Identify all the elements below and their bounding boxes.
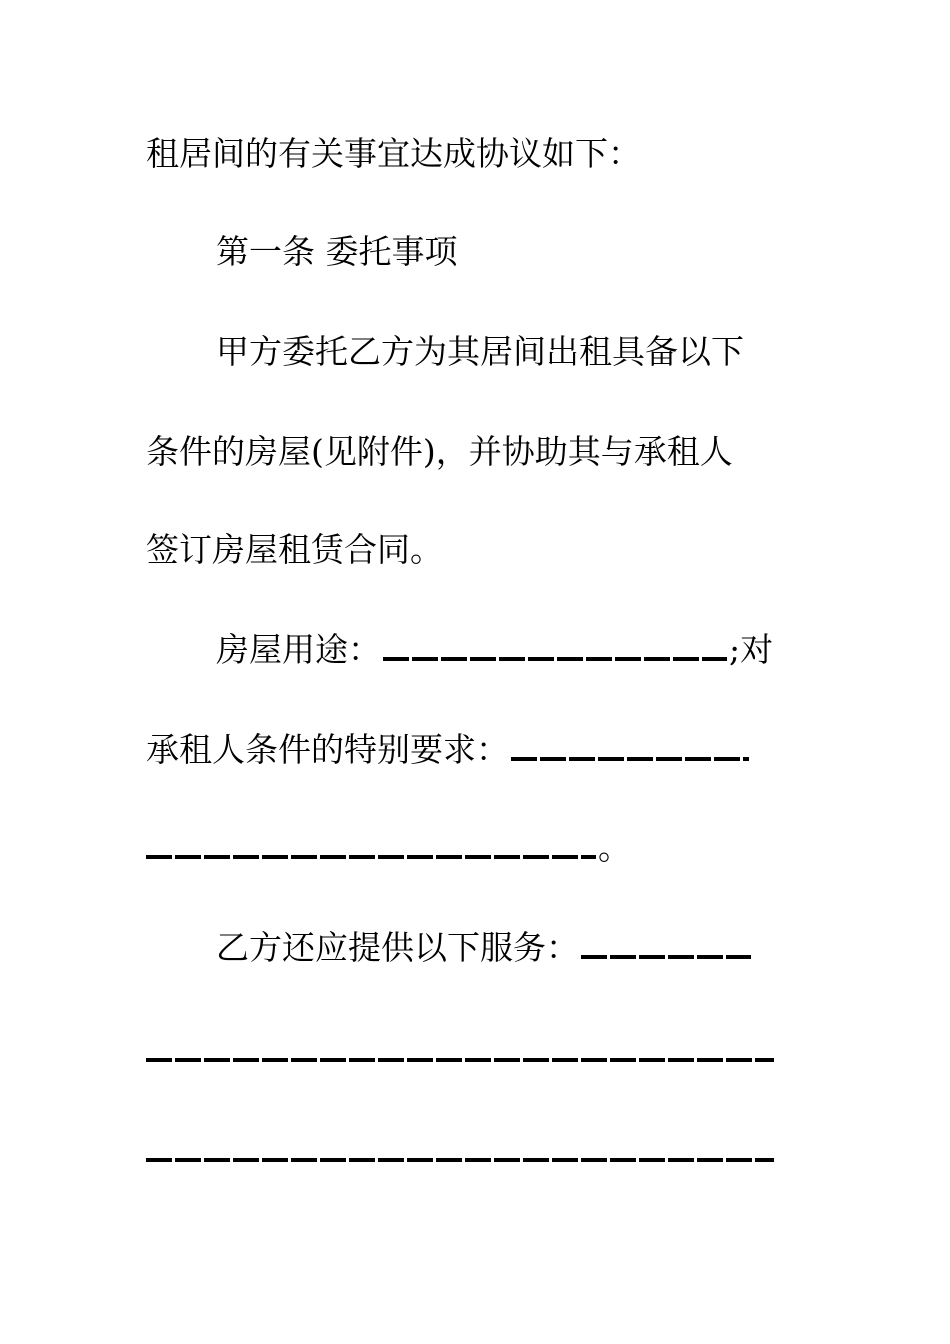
services-blank-line-1 <box>146 1058 774 1062</box>
requirements-label: 承租人条件的特别要求： <box>146 730 509 769</box>
services-blank-line-2 <box>146 1158 774 1162</box>
purpose-suffix: ;对 <box>729 630 774 669</box>
requirements-blank-cont <box>146 855 596 859</box>
article-title: 第一条 委托事项 <box>216 232 458 271</box>
text-line-purpose <box>216 626 876 674</box>
entrust-text-2: 条件的房屋(见附件)，并协助其与承租人 <box>146 432 733 471</box>
text-line-requirements <box>146 726 806 774</box>
text-line-entrust-3 <box>146 526 806 574</box>
text-line-services <box>216 924 876 972</box>
text-line-entrust-1 <box>216 328 876 376</box>
text-line-intro <box>146 130 806 178</box>
services-label: 乙方还应提供以下服务： <box>216 928 579 967</box>
intro-text: 租居间的有关事宜达成协议如下： <box>146 134 641 173</box>
text-line-entrust-2 <box>146 428 806 476</box>
requirements-end: 。 <box>598 828 631 867</box>
entrust-text-3: 签订房屋租赁合同。 <box>146 530 443 569</box>
services-blank <box>581 955 751 959</box>
article-heading <box>216 228 876 276</box>
purpose-blank <box>383 657 727 661</box>
requirements-blank <box>511 757 749 761</box>
purpose-label: 房屋用途： <box>216 630 381 669</box>
text-line-requirements-cont <box>146 824 806 872</box>
entrust-text-1: 甲方委托乙方为其居间出租具备以下 <box>216 332 744 371</box>
